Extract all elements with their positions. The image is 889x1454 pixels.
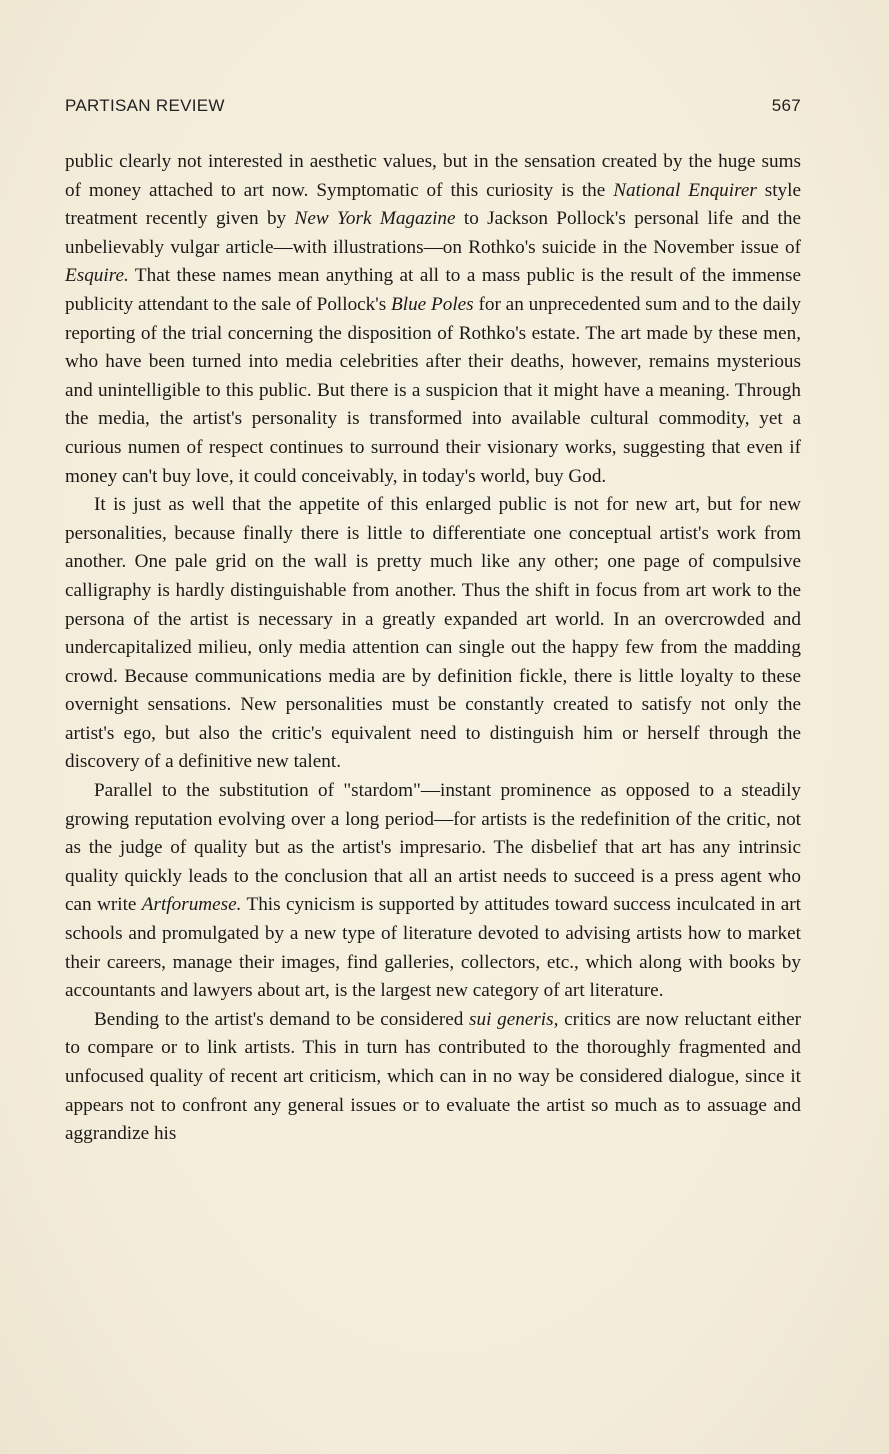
text-segment: critics are now reluctant either to compare or to link artists. This in turn has contributed to the thoroughly fragmented and unfocused quality of recent art criticism, which can in no way be considered dialogue, since it appears not to confront any general issues or to evaluate the artist so much as to assuage and aggrandize his <box>65 1008 801 1145</box>
body-text <box>65 148 801 1149</box>
paragraph <box>65 148 801 491</box>
italic-text-segment: National Enquirer <box>613 179 757 201</box>
paragraph <box>65 1006 801 1149</box>
italic-text-segment: Blue Poles <box>391 293 474 315</box>
text-segment: style treatment recently given by <box>65 179 801 230</box>
text-segment: That these names mean anything at all to a mass public is the result of the immense publicity attendant to the sale of Pollock's <box>65 265 801 315</box>
text-segment: It is just as well that the appetite of this enlarged public is not for new art, but for new personalities, because finally there is little to differentiate one conceptual artist's work from another. One pale grid on the wall is pretty much like any other; one page of compulsive calligraphy is hardly distinguishable from another. Thus the shift in focus from art work to the persona of the artist is necessary in a greatly expanded art world. In an overcrowded and undercapitalized milieu, only media attention can single out the happy few from the madding crowd. Because communications media are by definition fickle, there is little loyalty to these overnight sensations. New personalities must be constantly created to satisfy not only the artist's ego, but also the critic's equivalent need to distinguish him or herself through the discovery of a definitive new talent. <box>65 494 801 773</box>
running-head <box>65 96 801 120</box>
text-segment: This cynicism is supported by attitudes toward success inculcated in art schools and promulgated by a new type of literature devoted to advising artists how to market their careers, manage their images, find galleries, collectors, etc., which along with books by accountants and lawyers about art, is the largest new category of art literature. <box>65 894 801 1002</box>
paragraph <box>65 777 801 1006</box>
paragraph <box>65 491 801 777</box>
italic-text-segment: sui generis, <box>469 1008 559 1030</box>
journal-title: PARTISAN REVIEW <box>65 96 225 115</box>
italic-text-segment: New York Magazine <box>294 208 456 230</box>
text-segment: for an unprecedented sum and to the daily reporting of the trial concerning the disposition of Rothko's estate. The art made by these men, who have been turned into media celebrities after their deaths, however, remains mysterious and unintelligible to this public. But there is a suspicion that it might have a meaning. Through the media, the artist's personality is transformed into available cultural commodity, yet a curious numen of respect continues to surround their visionary works, suggesting that even if money can't buy love, it could conceivably, in today's world, buy God. <box>65 293 801 487</box>
italic-text-segment: Artforumese. <box>141 894 242 916</box>
italic-text-segment: Esquire. <box>65 265 129 287</box>
text-segment: to Jackson Pollock's personal life and the unbelievably vulgar article—with illustrations—on Rothko's suicide in the November issue of <box>65 208 801 258</box>
text-segment: Bending to the artist's demand to be considered <box>94 1008 470 1030</box>
text-segment: public clearly not interested in aesthetic values, but in the sensation created by the huge sums of money attached to art now. Symptomatic of this curiosity is the <box>65 151 801 201</box>
text-segment: Parallel to the substitution of "stardom"—instant prominence as opposed to a steadily growing reputation evolving over a long period—for artists is the redefinition of the critic, not as the judge of quality but as the artist's impresario. The disbelief that art has any intrinsic quality quickly leads to the conclusion that all an artist needs to succeed is a press agent who can write <box>65 780 801 916</box>
page-number: 567 <box>771 96 801 115</box>
